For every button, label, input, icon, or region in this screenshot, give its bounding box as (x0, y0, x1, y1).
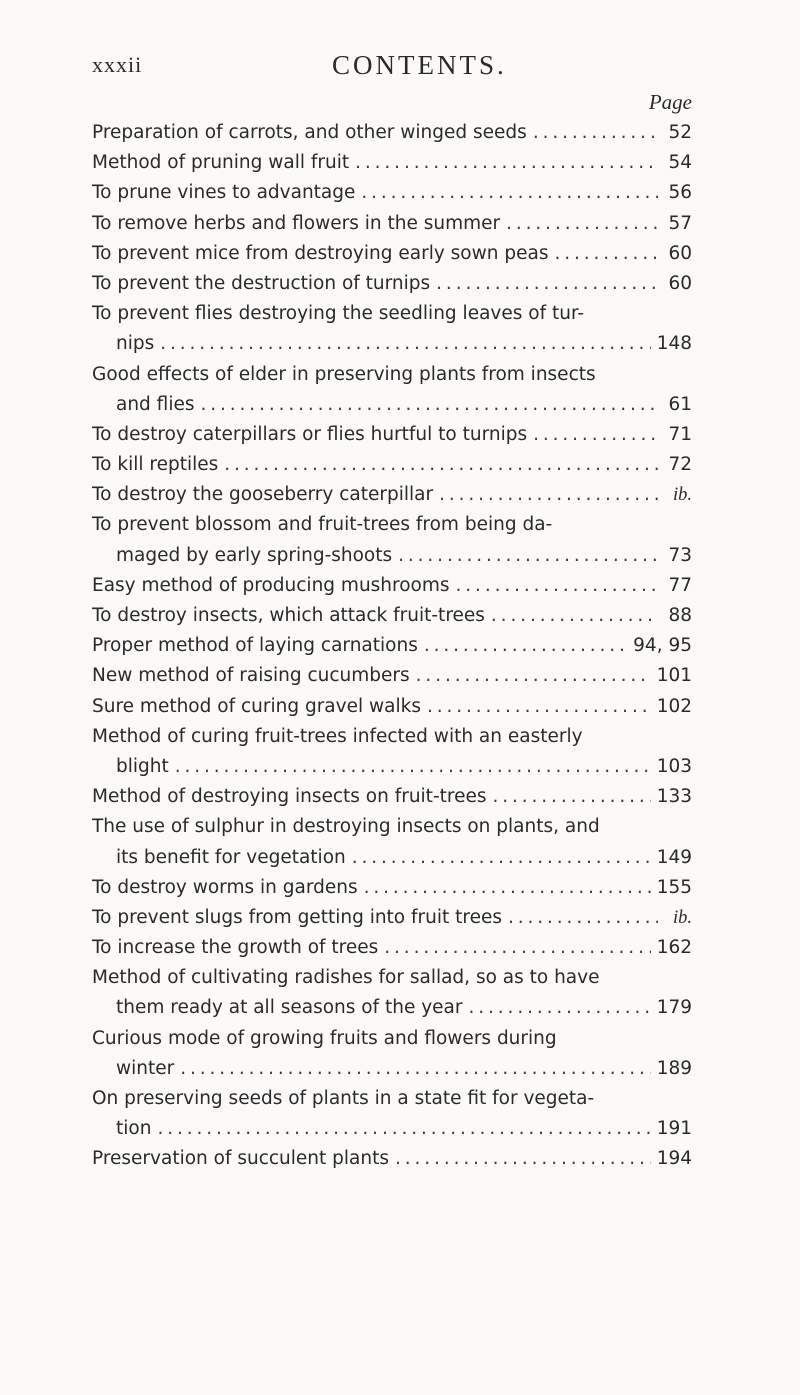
toc-entry-page: 179 (656, 997, 692, 1019)
dot-leader (506, 209, 658, 239)
toc-entry (92, 601, 692, 631)
toc-entry-page: 54 (668, 152, 692, 174)
toc-entry (92, 903, 692, 933)
toc-entry-line (92, 661, 692, 691)
toc-entry-page: 71 (668, 423, 692, 445)
toc-entry (92, 782, 692, 812)
toc-entry-page: 103 (656, 755, 692, 777)
toc-entry (92, 239, 692, 269)
dot-leader (492, 782, 650, 812)
toc-entry-page: 52 (668, 122, 692, 143)
dot-leader (201, 390, 659, 420)
toc-entry-page: 148 (656, 333, 692, 355)
dot-leader (352, 843, 651, 873)
dot-leader (224, 450, 658, 480)
toc-entry-title: To prevent mice from destroying early sown peas (92, 242, 549, 264)
dot-leader (355, 148, 658, 178)
dot-leader (157, 1114, 650, 1144)
toc-entry-page: 73 (668, 544, 692, 566)
toc-entry-page: 60 (668, 242, 692, 264)
toc-entry-page: 94, 95 (633, 635, 692, 657)
toc-entry-line (92, 1024, 692, 1054)
toc-entry-page: 149 (656, 846, 692, 868)
dot-leader (533, 118, 658, 148)
toc-entry-title: Method of pruning wall fruit (92, 152, 350, 174)
toc-entry-title: Preparation of carrots, and other winged seeds (92, 122, 527, 143)
dot-leader (175, 752, 651, 782)
toc-entry-title: blight (116, 755, 169, 777)
dot-leader (491, 601, 658, 631)
toc-entry (92, 812, 692, 872)
toc-entry-page: 61 (668, 393, 692, 415)
toc-entry-title: To prevent the destruction of turnips (92, 272, 431, 294)
toc-entry-page: 60 (668, 272, 692, 294)
dot-leader (395, 1144, 651, 1174)
dot-leader (436, 269, 658, 299)
toc-entry (92, 178, 692, 208)
toc-entry-line (92, 209, 692, 239)
toc-entry-title: To destroy caterpillars or flies hurtful to turnips (92, 423, 528, 445)
page-header (92, 52, 712, 88)
toc-entry-title: To kill reptiles (92, 454, 219, 476)
toc-entry (92, 722, 692, 782)
toc-entry (92, 1024, 692, 1084)
toc-entry-title: To increase the growth of trees (92, 937, 379, 959)
toc-entry-page: 88 (668, 605, 692, 626)
toc-entry-title: To prune vines to advantage (92, 182, 356, 204)
toc-entry (92, 571, 692, 601)
toc-entry-page: 77 (668, 574, 692, 596)
toc-entry-title: Easy method of producing mushrooms (92, 574, 450, 596)
running-title: CONTENTS. (332, 50, 507, 80)
dot-leader (361, 178, 658, 208)
toc-entry (92, 450, 692, 480)
dot-leader (554, 239, 658, 269)
toc-entry (92, 873, 692, 903)
toc-entry-title: To destroy the gooseberry caterpillar (92, 484, 434, 506)
dot-leader (456, 571, 658, 601)
toc-entry-line (92, 178, 692, 208)
toc-entry-title: New method of raising cucumbers (92, 665, 410, 687)
toc-entry-line (92, 450, 692, 480)
toc-entry-page: 57 (668, 212, 692, 234)
toc-entry-page: 162 (656, 937, 692, 959)
page-column-label: Page (648, 90, 692, 114)
dot-leader (398, 541, 658, 571)
toc-entry (92, 299, 692, 359)
dot-leader (384, 933, 650, 963)
toc-entry-title: maged by early spring-shoots (116, 544, 393, 566)
toc-entry-title: them ready at all seasons of the year (116, 997, 463, 1019)
dot-leader (469, 993, 651, 1023)
toc-entry-line (92, 239, 692, 269)
toc-entry-title: The use of sulphur in destroying insects on plants, and (92, 816, 600, 838)
toc-entry-title: To prevent slugs from getting into fruit trees (92, 906, 502, 928)
dot-leader (439, 480, 658, 510)
toc-entry-title: Good effects of elder in preserving plants from insects (92, 363, 596, 385)
toc-entry-page: ib. (672, 485, 692, 506)
toc-entry-line (92, 480, 692, 510)
toc-entry-title: To destroy insects, which attack fruit-trees (92, 605, 485, 626)
toc-entry-title: To remove herbs and flowers in the summer (92, 212, 501, 234)
toc-entry (92, 480, 692, 510)
toc-entry (92, 148, 692, 178)
toc-entry-title: Method of cultivating radishes for sallad, so as to have (92, 967, 600, 989)
toc-entry-line (92, 299, 692, 329)
table-of-contents (92, 118, 692, 1175)
toc-entry-title: and flies (116, 393, 195, 415)
toc-entry-line (92, 510, 692, 540)
toc-entry-title: winter (116, 1057, 175, 1079)
toc-entry-line (92, 752, 692, 782)
toc-entry (92, 692, 692, 722)
toc-entry (92, 510, 692, 570)
toc-entry (92, 1084, 692, 1144)
toc-entry-line (92, 390, 692, 420)
dot-leader (533, 420, 658, 450)
dot-leader (508, 903, 658, 933)
toc-entry-page: 155 (656, 876, 692, 898)
toc-entry-line (92, 933, 692, 963)
dot-leader (427, 692, 651, 722)
toc-entry-line (92, 118, 692, 148)
toc-entry-line (92, 269, 692, 299)
toc-entry (92, 209, 692, 239)
toc-entry-title: Sure method of curing gravel walks (92, 695, 421, 717)
toc-entry-page: 133 (656, 786, 692, 808)
toc-entry-title: Preservation of succulent plants (92, 1148, 390, 1170)
toc-entry-line (92, 571, 692, 601)
toc-entry (92, 963, 692, 1023)
toc-entry (92, 420, 692, 450)
toc-entry-line (92, 1114, 692, 1144)
page-number: xxxii (92, 52, 143, 77)
toc-entry-line (92, 329, 692, 359)
toc-entry-line (92, 1144, 692, 1174)
toc-entry (92, 933, 692, 963)
toc-entry-line (92, 541, 692, 571)
toc-entry-title: Curious mode of growing fruits and flowers during (92, 1027, 557, 1049)
toc-entry-line (92, 722, 692, 752)
toc-entry-page: 101 (656, 665, 692, 687)
toc-entry-line (92, 692, 692, 722)
toc-entry (92, 1144, 692, 1174)
dot-leader (416, 661, 651, 691)
toc-entry-line (92, 148, 692, 178)
toc-entry-page: 194 (656, 1148, 692, 1170)
toc-entry-title: nips (116, 333, 155, 355)
toc-entry (92, 360, 692, 420)
toc-entry-title: To prevent blossom and fruit-trees from being da- (92, 514, 553, 536)
toc-entry-line (92, 631, 692, 661)
toc-entry-page: 102 (656, 695, 692, 717)
toc-entry-title: its benefit for vegetation (116, 846, 346, 868)
toc-entry-line (92, 420, 692, 450)
dot-leader (180, 1054, 650, 1084)
toc-entry-line (92, 1054, 692, 1084)
toc-entry-title: To destroy worms in gardens (92, 876, 358, 898)
toc-entry-line (92, 601, 692, 631)
toc-entry-title: Proper method of laying carnations (92, 635, 418, 657)
toc-entry-page: 56 (668, 182, 692, 204)
toc-entry-line (92, 1084, 692, 1114)
dot-leader (424, 631, 627, 661)
toc-entry (92, 631, 692, 661)
toc-entry-line (92, 843, 692, 873)
toc-entry-title: Method of curing fruit-trees infected with an easterly (92, 725, 583, 747)
toc-entry (92, 269, 692, 299)
toc-entry-page: ib. (672, 907, 692, 928)
toc-entry-line (92, 903, 692, 933)
toc-entry-line (92, 963, 692, 993)
toc-entry-title: tion (116, 1118, 152, 1140)
toc-entry-line (92, 873, 692, 903)
toc-entry-page: 191 (656, 1118, 692, 1140)
toc-entry-title: Method of destroying insects on fruit-trees (92, 786, 487, 808)
toc-entry-line (92, 360, 692, 390)
toc-entry-page: 189 (656, 1057, 692, 1079)
toc-entry (92, 661, 692, 691)
toc-entry (92, 118, 692, 148)
toc-entry-title: On preserving seeds of plants in a state fit for vegeta- (92, 1088, 595, 1109)
toc-entry-line (92, 993, 692, 1023)
toc-entry-title: To prevent flies destroying the seedling leaves of tur- (92, 303, 585, 325)
toc-entry-page: 72 (668, 454, 692, 476)
dot-leader (160, 329, 650, 359)
dot-leader (364, 873, 651, 903)
toc-entry-line (92, 812, 692, 842)
toc-entry-line (92, 782, 692, 812)
